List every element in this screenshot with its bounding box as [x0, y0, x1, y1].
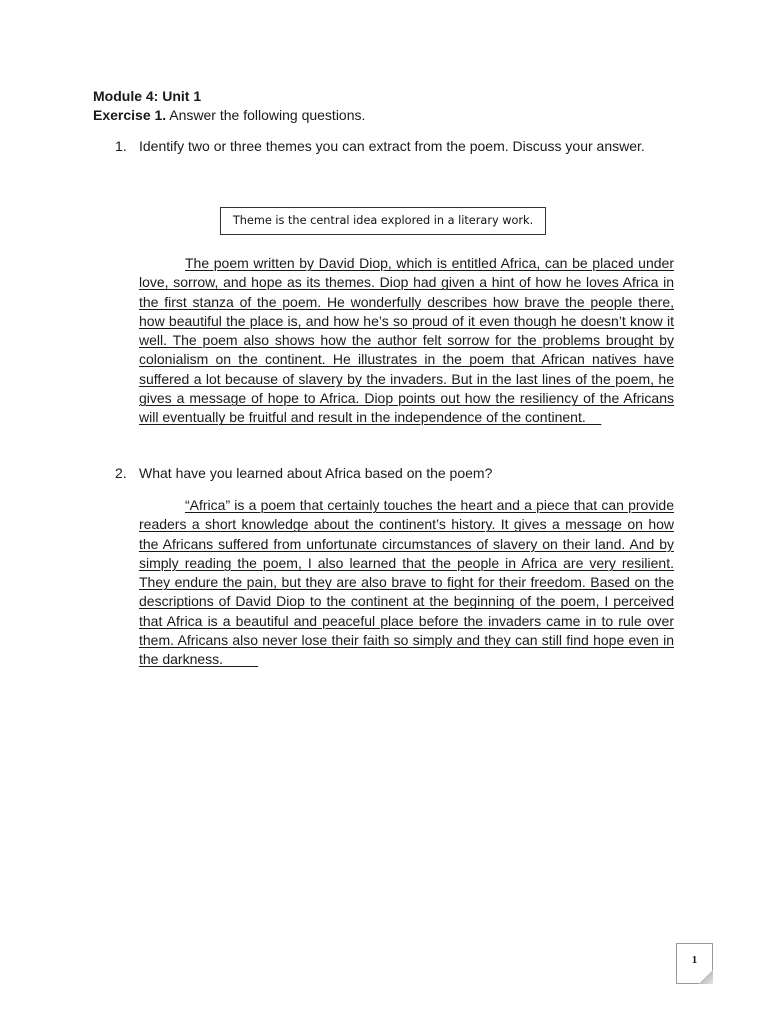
question-1 — [115, 137, 675, 156]
page-number: 1 — [691, 954, 698, 966]
page-number-box — [676, 943, 713, 984]
question-text: Identify two or three themes you can extract from the poem. Discuss your answer. — [139, 138, 645, 154]
answer-1: The poem written by David Diop, which is entitled Africa, can be placed under love, sorrow, and hope as its themes. Diop had given a hint of how he loves Africa in the first stanza of the poem. He wonderfully describes how brave the people there, how beautiful the place is, and how he’s so proud of it even though he doesn’t know it well. The poem also shows how the author felt sorrow for the problems brought by colonialism on the continent. He illustrates in the poem that African natives have suffered a lot because of slavery by the invaders. But in the last lines of the poem, he gives a message of hope to Africa. Diop points out how the resiliency of the Africans will eventually be fruitful and result in the independence of the continent. — [139, 255, 674, 426]
exercise-line — [93, 106, 693, 125]
page-curl-icon — [699, 970, 713, 984]
module-title: Module 4: Unit 1 — [93, 88, 202, 104]
exercise-instruction: Answer the following questions. — [166, 107, 366, 123]
question-2 — [115, 464, 675, 483]
exercise-label: Exercise 1. — [93, 107, 167, 123]
answer-2: “Africa” is a poem that certainly touches the heart and a piece that can provide readers a short knowledge about the continent’s history. It gives a message on how the Africans suffered from unfortunate circumstances of slavery on their land. And by simply reading the poem, I also learned that the people in Africa are very resilient. They endure the pain, but they are also brave to fight for their freedom. Based on the descriptions of David Diop to the continent at the beginning of the poem, I perceived that Africa is a beautiful and peaceful place before the invaders came in to rule over them. Africans also never lose their faith so simply and they can still find hope even in the darkness. — [139, 497, 674, 668]
question-text: What have you learned about Africa based on the poem? — [139, 465, 493, 481]
page-heading — [93, 87, 693, 125]
question-number: 1. — [115, 138, 127, 154]
question-number: 2. — [115, 465, 127, 481]
theme-definition-box: Theme is the central idea explored in a literary work. — [220, 207, 546, 235]
